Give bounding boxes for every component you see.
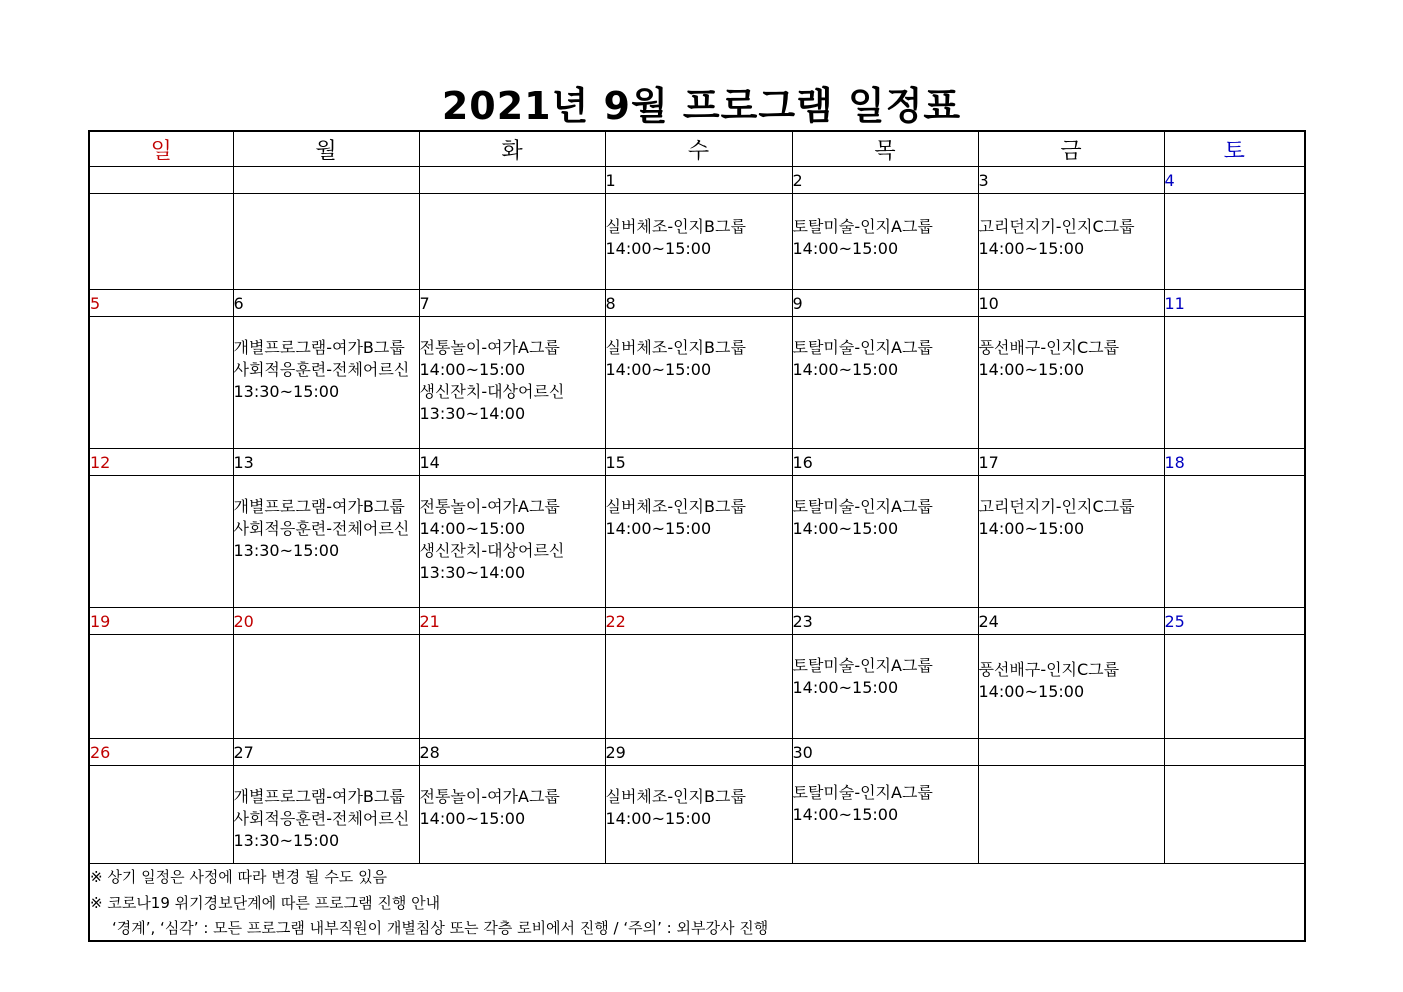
date-cell: 13 xyxy=(233,449,419,476)
event-cell xyxy=(419,194,605,290)
event-time: 13:30~15:00 xyxy=(233,382,340,401)
event-time: 14:00~15:00 xyxy=(605,360,712,379)
event-cell xyxy=(605,766,792,864)
event-row-week-1 xyxy=(89,194,1305,290)
schedule-calendar xyxy=(88,130,1306,942)
event-program: 전통놀이-여가A그룹 xyxy=(419,338,560,357)
date-cell xyxy=(419,167,605,194)
weekday-sat: 토 xyxy=(1164,131,1305,167)
weekday-mon: 월 xyxy=(233,131,419,167)
weekday-sun: 일 xyxy=(89,131,233,167)
event-cell xyxy=(233,476,419,608)
date-cell: 5 xyxy=(89,290,233,317)
event-cell xyxy=(89,635,233,739)
event-time: 13:30~14:00 xyxy=(419,404,526,423)
event-cell xyxy=(978,635,1164,739)
event-program: 토탈미술-인지A그룹 xyxy=(792,783,933,802)
event-program: 생신잔치-대상어르신 xyxy=(419,382,565,401)
event-time: 14:00~15:00 xyxy=(978,360,1085,379)
event-program: 개별프로그램-여가B그룹 xyxy=(233,787,405,806)
date-cell: 3 xyxy=(978,167,1164,194)
event-program: 사회적응훈련-전체어르신 xyxy=(233,360,410,379)
event-cell xyxy=(605,635,792,739)
date-row-week-3 xyxy=(89,449,1305,476)
event-time: 14:00~15:00 xyxy=(419,809,526,828)
event-cell xyxy=(233,317,419,449)
event-program: 토탈미술-인지A그룹 xyxy=(792,656,933,675)
event-cell xyxy=(89,766,233,864)
event-cell xyxy=(792,194,978,290)
event-program: 사회적응훈련-전체어르신 xyxy=(233,519,410,538)
date-cell: 2 xyxy=(792,167,978,194)
event-cell xyxy=(792,317,978,449)
event-cell xyxy=(792,635,978,739)
event-time: 14:00~15:00 xyxy=(792,360,899,379)
date-row-week-2 xyxy=(89,290,1305,317)
date-cell: 8 xyxy=(605,290,792,317)
notes-row xyxy=(89,864,1305,942)
event-cell xyxy=(1164,194,1305,290)
date-cell: 4 xyxy=(1164,167,1305,194)
event-cell xyxy=(419,317,605,449)
event-program: 전통놀이-여가A그룹 xyxy=(419,787,560,806)
date-cell: 19 xyxy=(89,608,233,635)
event-program: 실버체조-인지B그룹 xyxy=(605,497,746,516)
event-cell xyxy=(1164,317,1305,449)
date-cell: 23 xyxy=(792,608,978,635)
date-cell xyxy=(233,167,419,194)
event-program: 사회적응훈련-전체어르신 xyxy=(233,809,410,828)
date-cell: 18 xyxy=(1164,449,1305,476)
event-cell xyxy=(1164,635,1305,739)
event-cell xyxy=(89,476,233,608)
date-cell: 16 xyxy=(792,449,978,476)
date-cell xyxy=(1164,739,1305,766)
event-time: 14:00~15:00 xyxy=(978,519,1085,538)
note-line: ‘경계’, ‘심각’ : 모든 프로그램 내부직원이 개별침상 또는 각층 로비에서 진행 / ‘주의’ : 외부강사 진행 xyxy=(112,919,769,937)
date-cell: 27 xyxy=(233,739,419,766)
event-program: 생신잔치-대상어르신 xyxy=(419,541,565,560)
date-row-week-4 xyxy=(89,608,1305,635)
event-program: 풍선배구-인지C그룹 xyxy=(978,338,1120,357)
event-time: 14:00~15:00 xyxy=(419,519,526,538)
date-cell: 28 xyxy=(419,739,605,766)
date-cell: 22 xyxy=(605,608,792,635)
event-cell xyxy=(1164,766,1305,864)
event-time: 13:30~15:00 xyxy=(233,541,340,560)
date-cell: 6 xyxy=(233,290,419,317)
event-cell xyxy=(233,766,419,864)
date-cell xyxy=(89,167,233,194)
event-cell xyxy=(792,476,978,608)
event-cell xyxy=(792,766,978,864)
date-cell: 7 xyxy=(419,290,605,317)
weekday-header-row xyxy=(89,131,1305,167)
date-cell: 10 xyxy=(978,290,1164,317)
page-title: 2021년 9월 프로그램 일정표 xyxy=(441,84,962,128)
event-program: 실버체조-인지B그룹 xyxy=(605,787,746,806)
event-row-week-4 xyxy=(89,635,1305,739)
date-cell: 21 xyxy=(419,608,605,635)
event-cell xyxy=(1164,476,1305,608)
date-cell: 30 xyxy=(792,739,978,766)
event-cell xyxy=(233,635,419,739)
event-time: 14:00~15:00 xyxy=(978,239,1085,258)
weekday-thu: 목 xyxy=(792,131,978,167)
date-cell: 17 xyxy=(978,449,1164,476)
date-cell: 15 xyxy=(605,449,792,476)
event-time: 13:30~14:00 xyxy=(419,563,526,582)
date-cell: 9 xyxy=(792,290,978,317)
event-time: 13:30~15:00 xyxy=(233,831,340,850)
date-cell: 29 xyxy=(605,739,792,766)
event-row-week-5 xyxy=(89,766,1305,864)
event-cell xyxy=(419,766,605,864)
event-cell xyxy=(978,194,1164,290)
event-time: 14:00~15:00 xyxy=(792,805,899,824)
event-program: 실버체조-인지B그룹 xyxy=(605,217,746,236)
date-cell: 26 xyxy=(89,739,233,766)
event-program: 실버체조-인지B그룹 xyxy=(605,338,746,357)
date-row-week-1 xyxy=(89,167,1305,194)
event-cell xyxy=(419,635,605,739)
date-cell xyxy=(978,739,1164,766)
date-cell: 1 xyxy=(605,167,792,194)
event-program: 고리던지기-인지C그룹 xyxy=(978,217,1135,236)
weekday-tue: 화 xyxy=(419,131,605,167)
event-cell xyxy=(978,476,1164,608)
date-row-week-5 xyxy=(89,739,1305,766)
event-program: 토탈미술-인지A그룹 xyxy=(792,338,933,357)
event-program: 풍선배구-인지C그룹 xyxy=(978,660,1120,679)
event-program: 토탈미술-인지A그룹 xyxy=(792,497,933,516)
date-cell: 20 xyxy=(233,608,419,635)
event-cell xyxy=(605,476,792,608)
event-time: 14:00~15:00 xyxy=(605,519,712,538)
date-cell: 25 xyxy=(1164,608,1305,635)
note-line: ※ 코로나19 위기경보단계에 따른 프로그램 진행 안내 xyxy=(90,894,441,912)
event-program: 고리던지기-인지C그룹 xyxy=(978,497,1135,516)
event-cell xyxy=(605,194,792,290)
event-cell xyxy=(89,194,233,290)
event-time: 14:00~15:00 xyxy=(978,682,1085,701)
note-line: ※ 상기 일정은 사정에 따라 변경 될 수도 있음 xyxy=(90,868,388,886)
notes-cell xyxy=(89,864,1305,942)
event-cell xyxy=(89,317,233,449)
date-cell: 11 xyxy=(1164,290,1305,317)
event-cell xyxy=(978,317,1164,449)
event-program: 개별프로그램-여가B그룹 xyxy=(233,338,405,357)
event-program: 개별프로그램-여가B그룹 xyxy=(233,497,405,516)
weekday-wed: 수 xyxy=(605,131,792,167)
event-cell xyxy=(978,766,1164,864)
date-cell: 24 xyxy=(978,608,1164,635)
date-cell: 14 xyxy=(419,449,605,476)
date-cell: 12 xyxy=(89,449,233,476)
event-time: 14:00~15:00 xyxy=(605,239,712,258)
weekday-fri: 금 xyxy=(978,131,1164,167)
event-cell xyxy=(233,194,419,290)
event-time: 14:00~15:00 xyxy=(605,809,712,828)
event-time: 14:00~15:00 xyxy=(792,239,899,258)
event-program: 토탈미술-인지A그룹 xyxy=(792,217,933,236)
event-time: 14:00~15:00 xyxy=(792,519,899,538)
event-cell xyxy=(419,476,605,608)
event-row-week-3 xyxy=(89,476,1305,608)
event-time: 14:00~15:00 xyxy=(419,360,526,379)
event-program: 전통놀이-여가A그룹 xyxy=(419,497,560,516)
event-row-week-2 xyxy=(89,317,1305,449)
event-time: 14:00~15:00 xyxy=(792,678,899,697)
event-cell xyxy=(605,317,792,449)
